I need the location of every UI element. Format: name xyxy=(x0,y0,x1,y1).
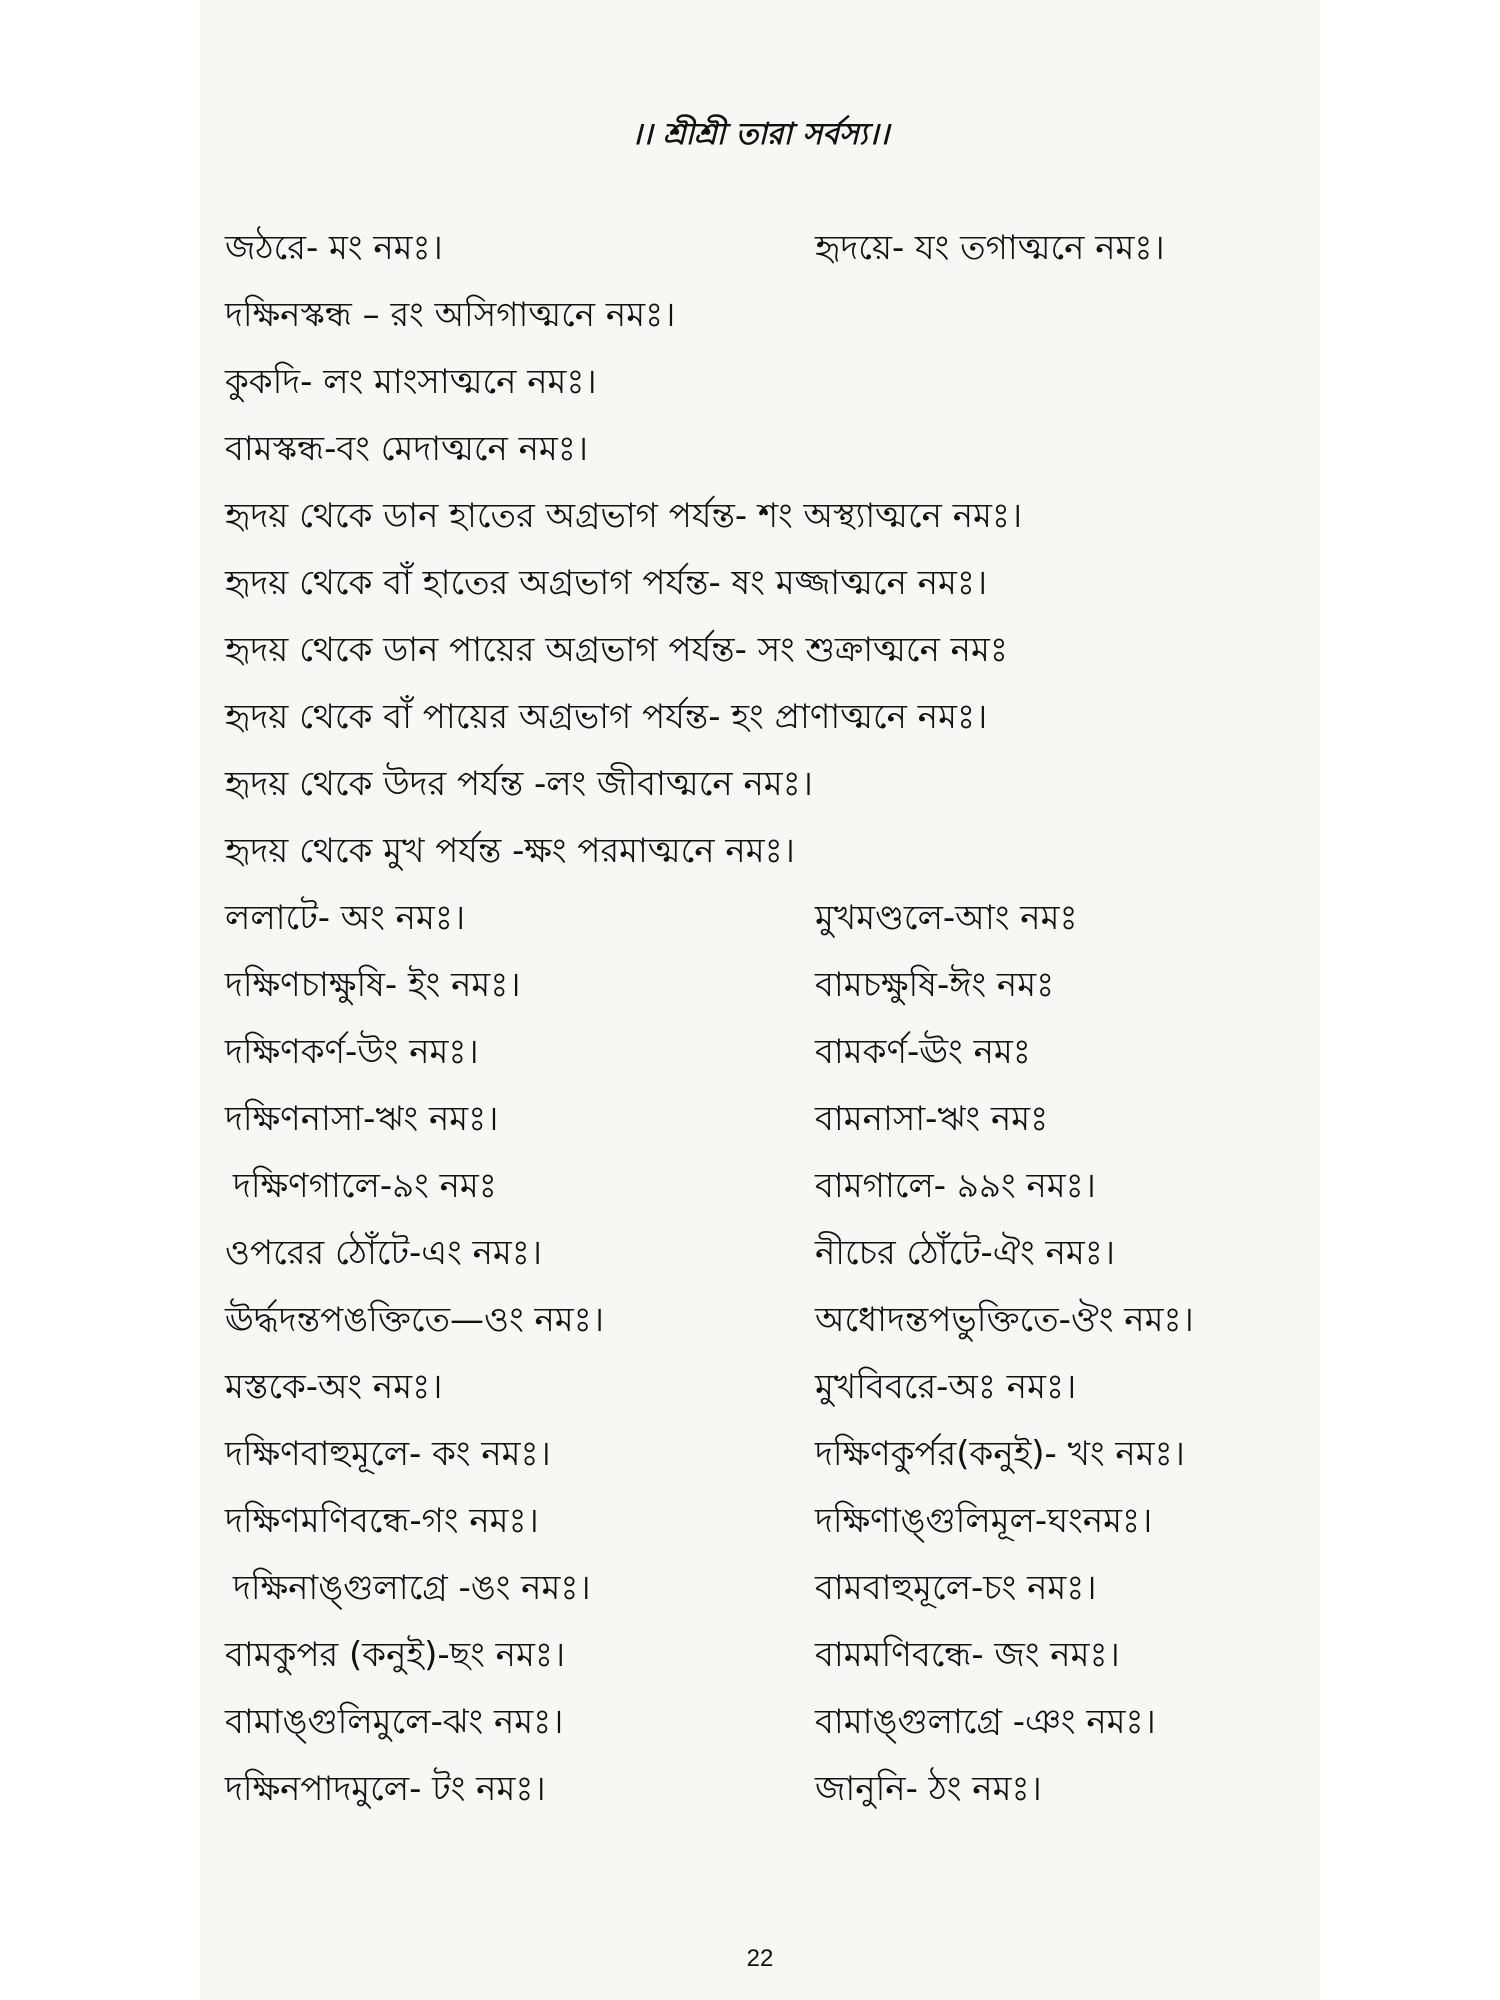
text-line xyxy=(200,1019,1320,1086)
text-line xyxy=(200,416,1320,483)
line-text: হৃদয় থেকে উদর পর্যন্ত -লং জীবাত্মনে নমঃ। xyxy=(225,764,813,804)
text-line xyxy=(200,885,1320,952)
text-line xyxy=(200,684,1320,751)
text-line xyxy=(200,215,1320,282)
text-line xyxy=(200,1756,1320,1823)
text-line xyxy=(200,1287,1320,1354)
text-line xyxy=(200,1488,1320,1555)
line-text: হৃদয় থেকে বাঁ পায়ের অগ্রভাগ পর্যন্ত- হং প্রাণাত্মনে নমঃ। xyxy=(225,697,988,737)
line-text: হৃদয় থেকে মুখ পর্যন্ত -ক্ষং পরমাত্মনে নমঃ। xyxy=(225,831,795,871)
line-left-text: দক্ষিনপাদমুলে- টং নমঃ। xyxy=(225,1769,546,1809)
text-line xyxy=(200,1354,1320,1421)
text-line xyxy=(200,1086,1320,1153)
page-header: ।। শ্রীশ্রী তারা সর্বস্য।। xyxy=(630,117,890,152)
text-line xyxy=(200,550,1320,617)
text-line xyxy=(200,952,1320,1019)
text-line xyxy=(200,483,1320,550)
line-right-text: বামচক্ষুষি-ঈং নমঃ xyxy=(815,965,1055,1005)
line-right-text: দক্ষিণাঙ্গুলিমূল-ঘংনমঃ। xyxy=(815,1501,1153,1541)
line-text: কুকদি- লং মাংসাত্মনে নমঃ। xyxy=(225,362,597,402)
line-left-text: দক্ষিণচাক্ষুষি- ইং নমঃ। xyxy=(225,965,521,1005)
line-right-text: মুখবিবরে-অঃ নমঃ। xyxy=(815,1367,1077,1407)
page-number: 22 xyxy=(746,1945,774,1972)
line-left-text: দক্ষিণকর্ণ-উং নমঃ। xyxy=(225,1032,479,1072)
line-right-text: বামগালে- ৯৯ং নমঃ। xyxy=(815,1166,1096,1206)
text-line xyxy=(200,751,1320,818)
line-right-text: মুখমণ্ডলে-আং নমঃ xyxy=(815,898,1078,938)
line-left-text: দক্ষিনাঙ্গুলাগ্রে -ঙং নমঃ। xyxy=(233,1568,591,1608)
line-left-text: মস্তকে-অং নমঃ। xyxy=(225,1367,443,1407)
line-text: বামস্কন্ধ-বং মেদাত্মনে নমঃ। xyxy=(225,429,589,469)
line-right-text: হৃদয়ে- যং তগাত্মনে নমঃ। xyxy=(815,228,1165,268)
line-text: দক্ষিনস্কন্ধ – রং অসিগাত্মনে নমঃ। xyxy=(225,295,676,335)
line-left-text: দক্ষিণগালে-৯ং নমঃ xyxy=(233,1166,497,1206)
line-text: হৃদয় থেকে বাঁ হাতের অগ্রভাগ পর্যন্ত- ষং মজ্জাত্মনে নমঃ। xyxy=(225,563,988,603)
line-right-text: নীচের ঠোঁটে-ঐং নমঃ। xyxy=(815,1233,1116,1273)
text-line xyxy=(200,617,1320,684)
text-line xyxy=(200,1220,1320,1287)
text-line xyxy=(200,1421,1320,1488)
text-line xyxy=(200,1689,1320,1756)
text-line xyxy=(200,1555,1320,1622)
line-right-text: বামকর্ণ-ঊং নমঃ xyxy=(815,1032,1031,1072)
line-text: হৃদয় থেকে ডান পায়ের অগ্রভাগ পর্যন্ত- সং শুক্রাত্মনে নমঃ xyxy=(225,630,1008,670)
text-lines xyxy=(200,215,1320,1823)
line-left-text: জঠরে- মং নমঃ। xyxy=(225,228,443,268)
line-left-text: ঊর্দ্ধদন্তপঙক্তিতে—ওং নমঃ। xyxy=(225,1300,604,1340)
line-right-text: বামাঙ্গুলাগ্রে -ঞং নমঃ। xyxy=(815,1702,1156,1742)
line-right-text: অধোদন্তপভুক্তিতে-ঔং নমঃ। xyxy=(815,1300,1194,1340)
line-left-text: দক্ষিণমণিবন্ধে-গং নমঃ। xyxy=(225,1501,539,1541)
text-line xyxy=(200,1622,1320,1689)
line-left-text: ললাটে- অং নমঃ। xyxy=(225,898,466,938)
line-left-text: বামাঙ্গুলিমুলে-ঝং নমঃ। xyxy=(225,1702,564,1742)
line-left-text: দক্ষিণনাসা-ঋং নমঃ। xyxy=(225,1099,499,1139)
line-left-text: দক্ষিণবাহুমূলে- কং নমঃ। xyxy=(225,1434,551,1474)
line-right-text: দক্ষিণকুর্পর(কনুই)- খং নমঃ। xyxy=(815,1434,1185,1474)
line-right-text: বামবাহুমূলে-চং নমঃ। xyxy=(815,1568,1097,1608)
line-left-text: ওপরের ঠোঁটে-এং নমঃ। xyxy=(225,1233,543,1273)
line-left-text: বামকুপর (কনুই)-ছং নমঃ। xyxy=(225,1635,566,1675)
text-line xyxy=(200,349,1320,416)
text-line xyxy=(200,1153,1320,1220)
line-text: হৃদয় থেকে ডান হাতের অগ্রভাগ পর্যন্ত- শং অস্থ্যাত্মনে নমঃ। xyxy=(225,496,1023,536)
line-right-text: জানুনি- ঠং নমঃ। xyxy=(815,1769,1042,1809)
line-right-text: বামনাসা-ঋং নমঃ xyxy=(815,1099,1049,1139)
text-line xyxy=(200,282,1320,349)
line-right-text: বামমণিবন্ধে- জং নমঃ। xyxy=(815,1635,1120,1675)
page xyxy=(200,0,1320,2000)
text-line xyxy=(200,818,1320,885)
